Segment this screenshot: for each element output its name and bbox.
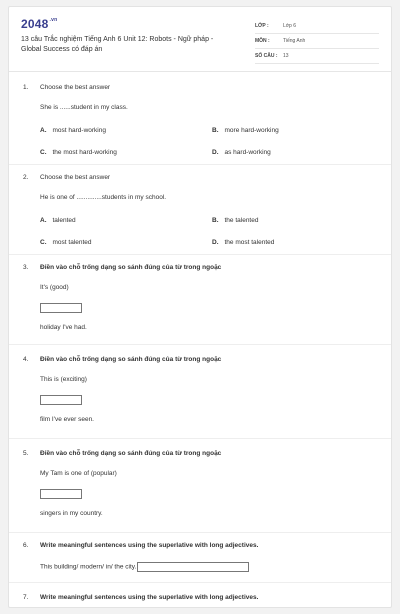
quiz-title: 13 câu Trắc nghiệm Tiếng Anh 6 Unit 12: Robots - Ngữ pháp - Global Success có đáp án bbox=[21, 36, 214, 53]
option-a[interactable]: A. talented bbox=[40, 217, 76, 224]
answer-input[interactable] bbox=[40, 303, 82, 313]
meta-count-row: SỐ CÂU : 13 bbox=[255, 49, 379, 64]
answer-input[interactable] bbox=[40, 395, 82, 405]
question-heading: Điền vào chỗ trống dạng so sánh đúng của từ trong ngoặc bbox=[40, 356, 222, 363]
question-4 bbox=[9, 346, 391, 440]
question-number: 1. bbox=[23, 84, 29, 91]
question-heading: Choose the best answer bbox=[40, 84, 111, 91]
site-logo[interactable]: $2048^{.vn}$ bbox=[21, 17, 58, 31]
question-heading: Điền vào chỗ trống dạng so sánh đúng của từ trong ngoặc bbox=[40, 264, 222, 271]
question-heading: Điền vào chỗ trống dạng so sánh đúng của từ trong ngoặc bbox=[40, 450, 222, 457]
question-prompt: This building/ modern/ in/ the city. bbox=[40, 562, 249, 572]
answer-input[interactable] bbox=[137, 562, 249, 572]
question-number: 3. bbox=[23, 264, 29, 271]
option-b[interactable]: B. more hard-working bbox=[212, 127, 279, 134]
question-number: 7. bbox=[23, 594, 29, 601]
question-separator bbox=[9, 438, 391, 439]
question-prompt: He is one of ..............students in my school. bbox=[40, 194, 167, 201]
question-2 bbox=[9, 162, 391, 254]
question-7 bbox=[9, 584, 391, 614]
question-prompt: This is (exciting) bbox=[40, 376, 87, 383]
quiz-meta bbox=[255, 19, 379, 64]
option-c[interactable]: C. most talented bbox=[40, 239, 92, 246]
question-prompt: It's (good) bbox=[40, 284, 69, 291]
option-d[interactable]: D. as hard-working bbox=[212, 149, 271, 156]
meta-subject-row: MÔN : Tiếng Anh bbox=[255, 34, 379, 49]
question-number: 4. bbox=[23, 356, 29, 363]
question-1 bbox=[9, 72, 391, 162]
question-number: 2. bbox=[23, 174, 29, 181]
question-prompt: She is ......student in my class. bbox=[40, 104, 128, 111]
option-d[interactable]: D. the most talented bbox=[212, 239, 275, 246]
answer-input[interactable] bbox=[40, 489, 82, 499]
question-5 bbox=[9, 440, 391, 534]
question-6 bbox=[9, 534, 391, 584]
question-continuation: singers in my country. bbox=[40, 510, 103, 517]
quiz-card bbox=[8, 6, 392, 608]
option-a[interactable]: A. most hard-working bbox=[40, 127, 106, 134]
question-continuation: holiday I've had. bbox=[40, 324, 87, 331]
option-b[interactable]: B. the talented bbox=[212, 217, 259, 224]
question-heading: Choose the best answer bbox=[40, 174, 111, 181]
question-number: 6. bbox=[23, 542, 29, 549]
question-separator bbox=[9, 532, 391, 533]
question-separator bbox=[9, 344, 391, 345]
question-separator bbox=[9, 582, 391, 583]
question-3 bbox=[9, 254, 391, 346]
meta-class-row: LỚP : Lớp 6 bbox=[255, 19, 379, 34]
quiz-header bbox=[9, 7, 391, 71]
question-heading: Write meaningful sentences using the superlative with long adjectives. bbox=[40, 542, 259, 549]
question-continuation: film I've ever seen. bbox=[40, 416, 94, 423]
question-heading: Write meaningful sentences using the superlative with long adjectives. bbox=[40, 594, 259, 601]
option-c[interactable]: C. the most hard-working bbox=[40, 149, 117, 156]
question-number: 5. bbox=[23, 450, 29, 457]
question-prompt: My Tam is one of (popular) bbox=[40, 470, 117, 477]
